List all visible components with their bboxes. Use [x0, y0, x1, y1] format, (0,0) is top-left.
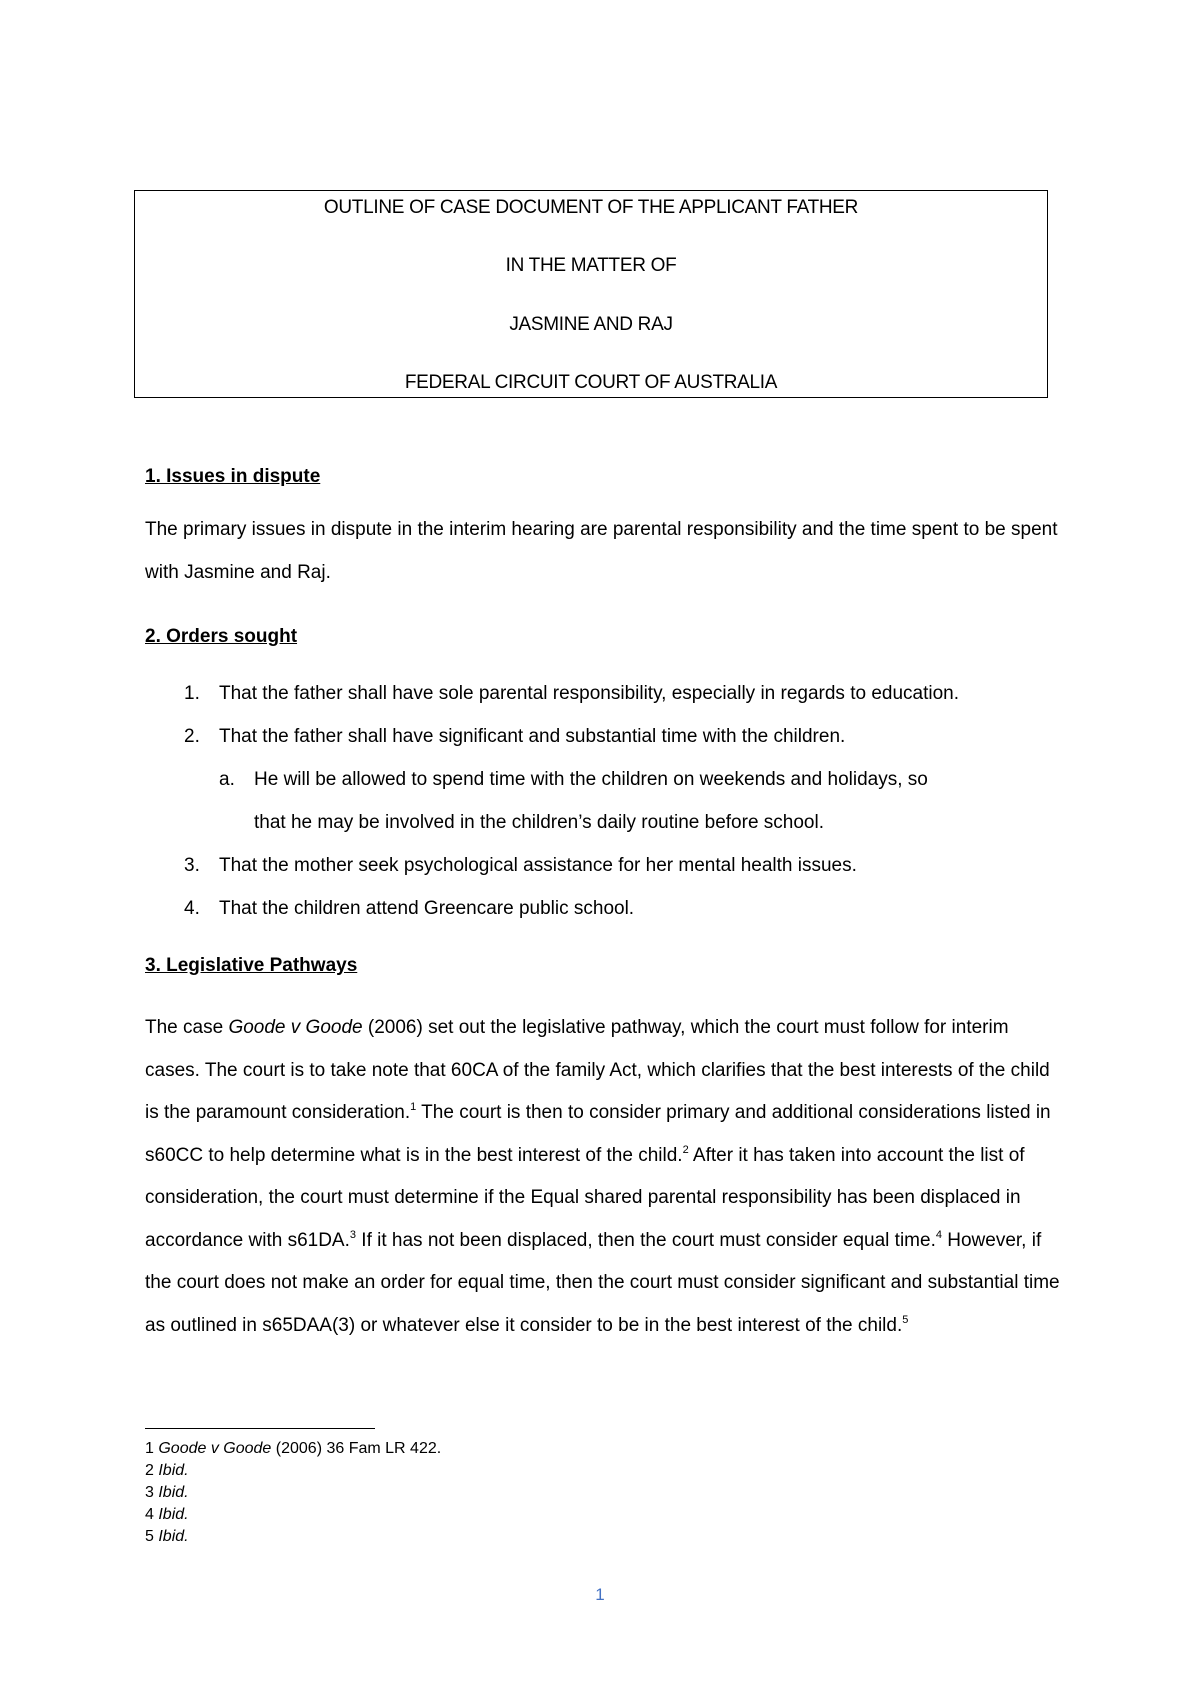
order-text: That the children attend Greencare public school.	[219, 898, 635, 919]
footnote: 4 Ibid.	[145, 1506, 189, 1523]
footnote-ref: 3	[349, 1228, 357, 1241]
section-heading-orders: 2. Orders sought	[145, 626, 298, 647]
footnote: 2 Ibid.	[145, 1462, 189, 1479]
sub-item-continuation	[254, 812, 824, 834]
footnote: 1 Goode v Goode (2006) 36 Fam LR 422.	[145, 1440, 442, 1457]
title-box	[134, 190, 1048, 398]
document-title: OUTLINE OF CASE DOCUMENT OF THE APPLICANT FATHER	[323, 197, 859, 218]
legislative-paragraph: The case Goode v Goode (2006) set out the legislative pathway, which the court must follow for interim cases. The court is to take note that 60CA of the family Act, which clarifies that the best interests of the child is the paramount consideration.$^1$ The court is then to consider primary and additional considerations listed in s60CC to help determine what is in the best interest of the child.$^2$ After it has taken into account the list of consideration, the court must determine if the Equal shared parental responsibility has been displaced in accordance with s61DA.$^3$ If it has not been displaced, then the court must consider equal time.$^4$ However, if the court does not make an order for equal time, then the court must consider significant and substantial time as outlined in s65DAA(3) or whatever else it consider to be in the best interest of the child.$^5$	[145, 1017, 1060, 1336]
parties-names: JASMINE AND RAJ	[509, 314, 673, 335]
footnote: 5 Ibid.	[145, 1528, 189, 1545]
order-text: That the father shall have sole parental responsibility, especially in regards to education.	[219, 683, 960, 704]
footnote-separator	[145, 1428, 375, 1429]
footnote: 3 Ibid.	[145, 1484, 189, 1501]
order-number: 4.	[184, 898, 200, 919]
page-number: 1	[595, 1585, 605, 1604]
court-name: FEDERAL CIRCUIT COURT OF AUSTRALIA	[404, 372, 778, 393]
order-number: 1.	[184, 683, 200, 704]
section-heading-legislative: 3. Legislative Pathways	[145, 955, 358, 976]
order-number: 3.	[184, 855, 200, 876]
order-number: 2.	[184, 726, 200, 747]
sub-item-text-line1: He will be allowed to spend time with the children on weekends and holidays, so	[254, 769, 928, 790]
issues-paragraph: The primary issues in dispute in the interim hearing are parental responsibility and the time spent to be spent with Jasmine and Raj.	[145, 519, 1058, 583]
case-name: Goode v Goode	[228, 1017, 363, 1038]
sub-item-text-line2: that he may be involved in the children’s daily routine before school.	[254, 812, 824, 833]
footnote-ref: 2	[682, 1143, 689, 1156]
order-text: That the father shall have significant and substantial time with the children.	[219, 726, 846, 747]
footnote-ref: 5	[902, 1313, 909, 1326]
order-text: That the mother seek psychological assistance for her mental health issues.	[219, 855, 857, 876]
matter-label: IN THE MATTER OF	[505, 255, 677, 276]
footnote-ref: 1	[410, 1101, 417, 1113]
section-heading-issues: 1. Issues in dispute	[145, 466, 321, 487]
sub-item-letter: a.	[219, 769, 235, 790]
footnote-ref: 4	[935, 1228, 942, 1241]
